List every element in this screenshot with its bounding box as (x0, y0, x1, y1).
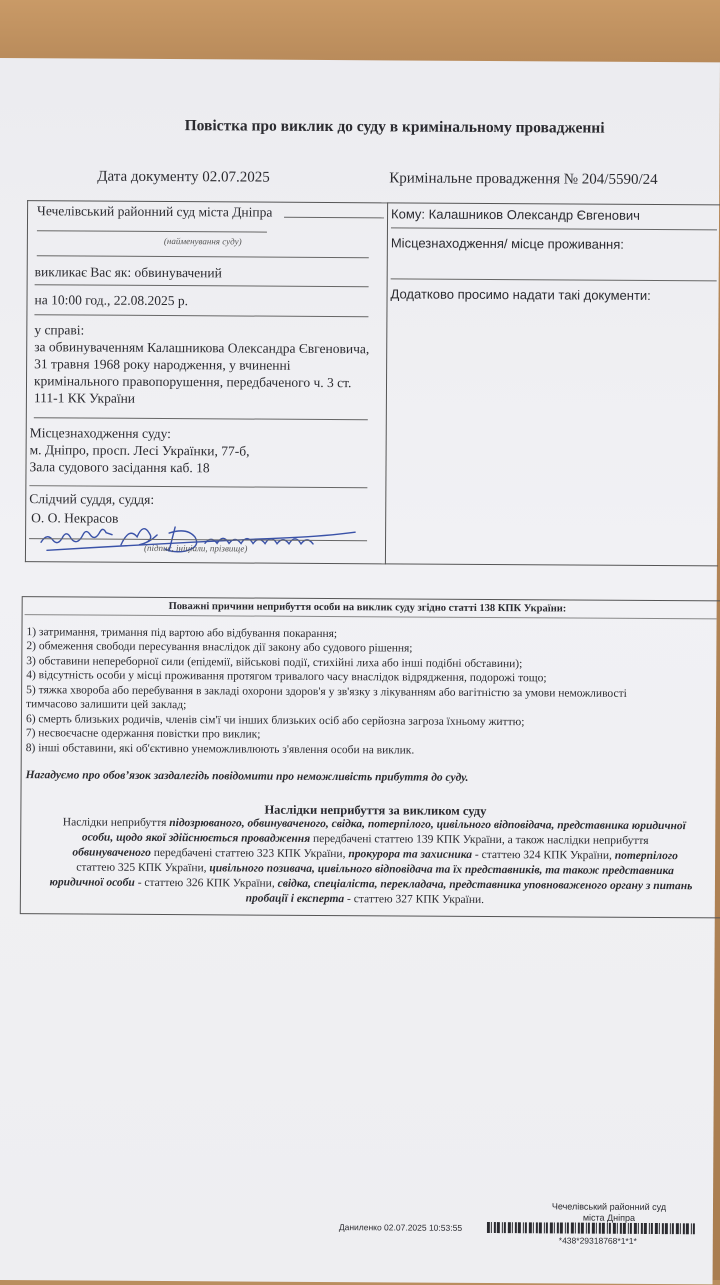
reason-item: 5) тяжка хвороба або перебування в закладі охорони здоров'я у зв'язку з лікуванням або вагітністю за умови неможливості (26, 684, 627, 700)
location-label: Місцезнаходження суду: (29, 425, 171, 442)
case-number: Кримінальне провадження № 204/5590/24 (389, 170, 658, 189)
reason-item: 1) затримання, тримання під вартою або відбування покарання; (26, 626, 338, 641)
addressee-location: Місцезнаходження/ місце проживання: (390, 235, 624, 252)
reason-item: 6) смерть близьких родичів, членів сім'ї чи інших близьких осіб або серйозна загроза їхньому життю; (25, 713, 525, 729)
reason-item: 8) інші обставини, які об'єктивно унеможливлюють з'явлення особи на виклик. (25, 742, 415, 757)
location-text-2: Зала судового засідання каб. 18 (29, 459, 210, 476)
case-label: у справі: (34, 322, 85, 338)
warning-notice: Нагадуємо про обов’язок заздалегідь повідомити про неможливість прибуття до суду. (25, 769, 469, 784)
consequences-line-4: статтею 325 КПК України, цивільного позивача, цивільного відповідача та їх представників, та також представника (76, 861, 674, 878)
document-date: Дата документу 02.07.2025 (97, 168, 270, 186)
summons-paper (0, 58, 720, 1284)
addressee: Кому: Калашников Олександр Євгенович (391, 206, 641, 223)
summons-role: викликає Вас як: обвинувачений (34, 264, 222, 281)
case-text-4: 111-1 КК України (33, 390, 136, 406)
consequences-heading: Наслідки неприбуття за викликом суду (264, 802, 487, 818)
footer-operator-timestamp: Даниленко 02.07.2025 10:53:55 (338, 1222, 463, 1233)
reasons-heading: Поважні причини неприбуття особи на виклик суду згідно статті 138 КПК України: (168, 601, 567, 615)
document-title: Повістка про виклик до суду в кримінальному провадженні (184, 117, 605, 137)
consequences-line-6: пробації і експерта - статтею 327 КПК України. (245, 892, 485, 906)
reason-item: тимчасово залишити цей заклад; (26, 698, 187, 712)
reason-item: 7) несвоєчасне одержання повістки про виклик; (25, 727, 261, 741)
case-text-1: за обвинуваченням Калашникова Олександра Євгеновича, (34, 339, 370, 357)
footer-court-name: Чечелівський районний суд міста Дніпра (551, 1201, 667, 1223)
addressee-box (385, 202, 720, 566)
barcode-number: *438*29318768*1*1* (558, 1235, 637, 1246)
case-text-3: кримінального правопорушення, передбаченого ч. 3 ст. (33, 373, 352, 391)
judge-label: Слідчий суддя, суддя: (29, 491, 155, 507)
reason-item: 3) обставини непереборної сили (епідемії, військові події, стихійні лиха або інші подібні обставини); (26, 655, 523, 671)
court-name: Чечелівський районний суд міста Дніпра (37, 203, 273, 220)
reason-item: 4) відсутність особи у місці проживання протягом тривалого часу внаслідок відрядження, подорожі тощо; (26, 669, 547, 685)
judge-name: О. О. Некрасов (31, 510, 119, 526)
case-text-2: 31 травня 1968 року народження, у вчиненні (34, 356, 291, 373)
signature-caption: (підпис, ініціали, прізвище) (143, 542, 248, 554)
location-text-1: м. Дніпро, просп. Лесі Українки, 77-б, (29, 442, 250, 459)
consequences-line-2: особи, щодо якої здійснюється провадження передбачені статтею 139 КПК України, а також наслідки неприбуття (81, 831, 649, 847)
reason-item: 2) обмеження свободи пересування внаслідок дії закону або судового рішення; (26, 640, 413, 655)
consequences-line-5: юридичної особи - статтею 326 КПК України, свідка, спеціаліста, перекладача, представника уповноваженого органу з питань (49, 876, 693, 893)
consequences-line-3: обвинуваченого передбачені статтею 323 КПК України, прокурора та захисника - статтею 324 КПК України, потерпілого (72, 846, 678, 863)
consequences-line-1: Наслідки неприбуття підозрюваного, обвинуваченого, свідка, потерпілого, цивільного відповідача, представника юридичної (62, 816, 686, 833)
barcode (487, 1222, 697, 1235)
court-caption: (найменування суду) (163, 236, 242, 247)
additional-documents: Додатково просимо надати такі документи: (390, 286, 651, 303)
hearing-time: на 10:00 год., 22.08.2025 р. (34, 292, 189, 309)
